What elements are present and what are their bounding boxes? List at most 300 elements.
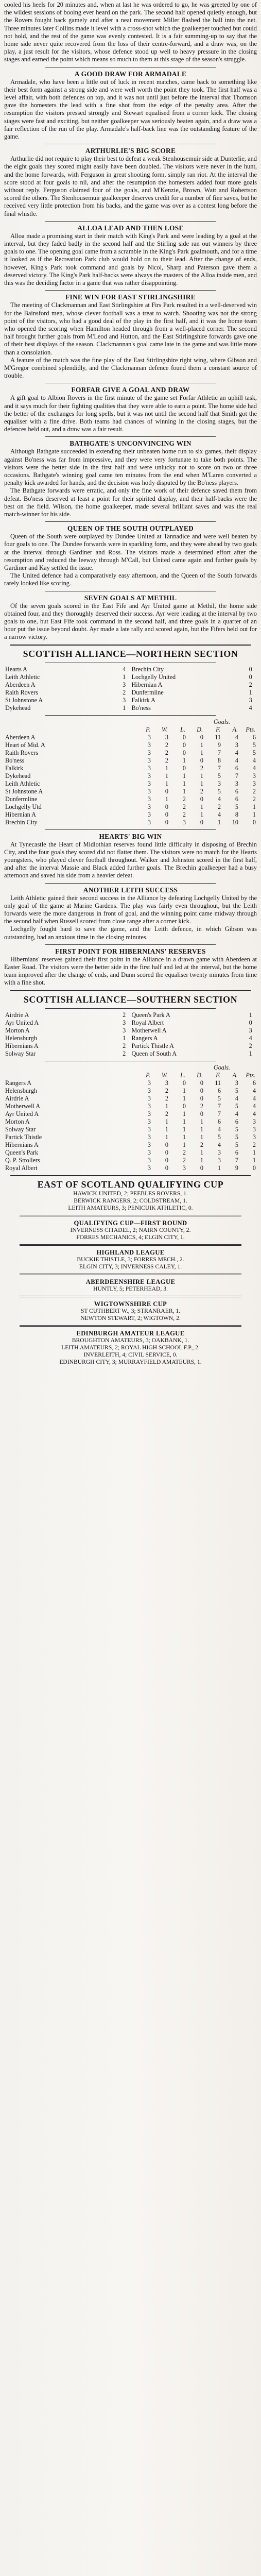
stat-d: 1 [200, 803, 203, 810]
article-paragraph: The Bathgate forwards were erratic, and only the fine work of their defence saved them from defeat. Bo'ness deserved at least a point for their spirited display, and their half-backs were the best on the field. Wilson, the home goalkeeper, made several brilliant saves and was the real match-winner for his side. [4, 487, 257, 518]
stat-ga: 4 [235, 756, 238, 764]
home-score: 1 [123, 704, 126, 711]
stat-pts: 5 [252, 749, 256, 756]
article-headline: ANOTHER LEITH SUCCESS [83, 886, 178, 894]
home-score: 3 [123, 696, 126, 704]
away-team: Partick Thistle A [131, 1042, 174, 1049]
away-score: 0 [249, 665, 252, 673]
stat-l: 2 [182, 803, 186, 810]
away-team: Bo'ness [131, 704, 151, 711]
team-name: Partick Thistle [5, 1133, 42, 1141]
table-row [4, 1110, 257, 1118]
stat-l: 1 [182, 787, 186, 795]
table-row [4, 1164, 257, 1172]
stat-d: 1 [200, 810, 203, 818]
team-name: Falkirk [5, 764, 24, 772]
stat-pts: 0 [252, 818, 256, 826]
stat-gf: 7 [217, 1110, 221, 1117]
stat-gf: 4 [217, 795, 221, 803]
stat-pts: 1 [252, 1156, 256, 1164]
stat-w: 3 [165, 1079, 168, 1087]
article-paragraph: Hibernians' reserves gained their first point in the Alliance in a drawn game with Aberdeen at Easter Road. The visitors were the better side in the first half and led at the interval, but the home team improved after the change of ends, and Dunn scored the equaliser twenty minutes from time with a fine shot. [4, 955, 257, 987]
stat-w: 2 [165, 741, 168, 749]
table-row [4, 1133, 257, 1141]
stat-pts: 4 [252, 764, 256, 772]
goals-label: Goals. [213, 1063, 231, 1071]
section-rule [20, 1325, 241, 1327]
team-name: Raith Rovers [5, 749, 38, 756]
stat-p: 3 [147, 1164, 151, 1172]
stat-w: 1 [165, 772, 168, 779]
article-headline: FIRST POINT FOR HIBERNIANS' RESERVES [55, 947, 206, 955]
away-team: Queen of South A [131, 1049, 177, 1057]
stat-pts: 4 [252, 1102, 256, 1110]
result-row [4, 1050, 257, 1058]
section-headline: SCOTTISH ALLIANCE—SOUTHERN SECTION [23, 994, 238, 1005]
article-headline: QUEEN OF THE SOUTH OUTPLAYED [67, 524, 194, 533]
stat-pts: 2 [252, 787, 256, 795]
stat-l: 0 [182, 741, 186, 749]
stat-d: 0 [200, 756, 203, 764]
stat-ga: 3 [235, 1079, 238, 1087]
stat-d: 2 [200, 764, 203, 772]
away-score: 2 [249, 1042, 252, 1049]
stat-d: 2 [200, 1102, 203, 1110]
stat-p: 3 [147, 787, 151, 795]
stat-p: 3 [147, 1094, 151, 1102]
stat-w: 2 [165, 749, 168, 756]
spacer [152, 1064, 169, 1072]
fixture-result: HAWICK UNITED, 2; PEEBLES ROVERS, 1. [73, 1190, 188, 1197]
stat-pts: 3 [252, 1133, 256, 1141]
section-rule [45, 521, 216, 522]
team-name: Motherwell A [5, 1102, 41, 1110]
stat-w: 0 [165, 1148, 168, 1156]
article-paragraph: Of the seven goals scored in the East Fife and Ayr United game at Methil, the home side obtained four, and they thoroughly deserved their success. Ayr were leading at the interval by two goals to one, but East Fife took command in the second half, and three goals in a quarter of an hour put the issue beyond doubt. Ayr made a late rally and scored again, but the Fifers held out for a narrow victory. [4, 602, 257, 641]
home-team: Raith Rovers [5, 688, 38, 696]
table-row [4, 1079, 257, 1087]
table-row [4, 772, 257, 780]
stat-pts: 4 [252, 1110, 256, 1117]
stat-ga: 5 [235, 1087, 238, 1094]
team-name: Morton A [5, 1117, 30, 1125]
stat-p: 3 [147, 1133, 151, 1141]
col-header-pts: Pts. [246, 725, 255, 733]
team-name: Brechin City [5, 818, 38, 826]
stat-pts: 3 [252, 779, 256, 787]
team-name: Royal Albert [5, 1164, 38, 1172]
stat-d: 1 [200, 1148, 203, 1156]
away-score: 1 [249, 688, 252, 696]
article-headline: A GOOD DRAW FOR ARMADALE [74, 70, 187, 78]
stat-p: 3 [147, 1156, 151, 1164]
away-team: Falkirk A [131, 696, 155, 704]
article-paragraph: Lochgelly fought hard to save the game, and the Leith defence, in which Gibson was outstanding, had an anxious time in the closing minutes. [4, 925, 257, 941]
spacer [239, 1064, 257, 1072]
home-team: Airdrie A [5, 1011, 29, 1019]
stat-l: 2 [182, 810, 186, 818]
team-name: Aberdeen A [5, 733, 36, 741]
stat-ga: 6 [235, 1117, 238, 1125]
fixture-result: INVERNESS CITADEL, 2; NAIRN COUNTY, 2. [70, 1226, 191, 1233]
team-name: St Johnstone A [5, 787, 43, 795]
article-paragraph: Queen of the South were outplayed by Dundee United at Tannadice and were well beaten by four goals to one. The Dundee forwards were in sparkling form, and they were ahead by two goals at the interval through Gardiner and Ross. The visitors made a determined effort after the resumption and reduced the leeway through M'Call, but United came again and further goals by Gardiner and Kay settled the issue. [4, 533, 257, 571]
stat-l: 1 [182, 1125, 186, 1133]
stat-pts: 3 [252, 772, 256, 779]
stat-w: 2 [165, 1094, 168, 1102]
home-score: 3 [123, 1019, 126, 1026]
stat-d: 0 [200, 733, 203, 741]
table-header-row [4, 726, 257, 734]
stat-l: 2 [182, 1148, 186, 1156]
stat-d: 1 [200, 1125, 203, 1133]
stat-ga: 5 [235, 1141, 238, 1148]
article-paragraph: Although Bathgate succeeded in extending their unbeaten home run to six games, their display against Bo'ness was far from impressive, and they were very fortunate to take both points. The visitors were the better side in the first half and were unlucky not to score on two or three occasions. Bathgate's winning goal came ten minutes from the end when M'Laren converted a penalty kick awarded for hands, and the decision was hotly disputed by the Bo'ness players. [4, 448, 257, 487]
home-score: 2 [123, 1049, 126, 1057]
spacer [4, 1064, 134, 1072]
spacer [152, 718, 169, 726]
article-headline: SEVEN GOALS AT METHIL [84, 594, 177, 602]
stat-w: 1 [165, 779, 168, 787]
section-rule [45, 883, 216, 884]
spacer [134, 1064, 152, 1072]
stat-l: 0 [182, 733, 186, 741]
stat-ga: 6 [235, 795, 238, 803]
stat-gf: 3 [217, 779, 221, 787]
section-rule [20, 1274, 241, 1275]
table-row [4, 811, 257, 819]
result-row [4, 689, 257, 697]
stat-l: 0 [182, 749, 186, 756]
stat-l: 3 [182, 818, 186, 826]
stat-d: 1 [200, 779, 203, 787]
fixture-result: HUNTLY, 5; PETERHEAD, 3. [93, 1285, 168, 1292]
stat-ga: 6 [235, 764, 238, 772]
table-row [4, 734, 257, 741]
table-row [4, 819, 257, 826]
home-team: Solway Star [5, 1049, 36, 1057]
stat-p: 3 [147, 1141, 151, 1148]
team-name: Lochgelly Utd [5, 803, 42, 810]
team-name: Queen's Park [5, 1148, 39, 1156]
article-paragraph: The meeting of Clackmannan and East Stirlingshire at Firs Park resulted in a well-deserved win for the Bainsford men, whose clever football was a treat to watch. Shooting was not the strong point of the visitors, who had a good deal of the play in the first half, and it was the home team who opened the scoring when Hamilton headed through from a well-placed corner. The second half brought further goals from M'Leod and Hutton, and the East Stirlingshire forwards gave one of their best displays of the season. Clackmannan's goal came late in the game and was little more than a consolation. [4, 301, 257, 356]
stat-ga: 6 [235, 1148, 238, 1156]
stat-d: 1 [200, 772, 203, 779]
team-name: Hibernians A [5, 1141, 39, 1148]
stat-w: 1 [165, 1117, 168, 1125]
stat-l: 0 [182, 764, 186, 772]
article-paragraph: Alloa made a promising start in their match with King's Park and were leading by a goal at the interval, but they faded badly in the second half and the Stirling side ran out winners by three goals to one. The opening goal came from a scramble in the King's Park goalmouth, and for a time it looked as if the Recreation Park club would hold on to their lead. After the change of ends, however, King's Park took command and goals by Nicol, Sharp and Paterson gave them a deserved victory. The King's Park half-backs were always the masters of the Alloa inside men, and this was the deciding factor in a game that was rather disappointing. [4, 232, 257, 287]
away-team: Hibernian A [131, 681, 163, 688]
result-row [4, 1042, 257, 1050]
stat-pts: 5 [252, 741, 256, 749]
article-paragraph: Leith Athletic gained their second success in the Alliance by defeating Lochgelly United by the only goal of the game at Marine Gardens. The play was fairly even throughout, but the Leith forwards were the more dangerous in front of goal, and the winning point came midway through the second half when Russell scored from close range after a corner kick. [4, 894, 257, 925]
stat-gf: 11 [215, 733, 221, 741]
stat-l: 1 [182, 1094, 186, 1102]
table-row [4, 1095, 257, 1103]
stat-gf: 4 [217, 1141, 221, 1148]
stat-gf: 5 [217, 1094, 221, 1102]
away-score: 1 [249, 1049, 252, 1057]
table-row [4, 1103, 257, 1110]
section-rule [45, 1008, 216, 1009]
result-row [4, 1027, 257, 1035]
away-score: 2 [249, 681, 252, 688]
result-row [4, 673, 257, 681]
stat-ga: 4 [235, 733, 238, 741]
stat-gf: 3 [217, 1148, 221, 1156]
away-score: 4 [249, 704, 252, 711]
home-score: 1 [123, 1034, 126, 1042]
team-name: Heart of Mid. A [5, 741, 45, 749]
table-row [4, 757, 257, 765]
stat-w: 1 [165, 764, 168, 772]
article-paragraph: Armadale, who have been a little out of luck in recent matches, came back to something like their best form against a strong side and were well worth the point they took. The first half was a level affair, with both defences on top, and it was not until just before the interval that Thomson gave the homesters the lead with a fine shot from the edge of the penalty area. After the resumption the visitors pressed strongly and Stewart equalised from a corner kick. The closing stages were fast and exciting, but neither goalkeeper was seriously beaten again, and a draw was a fair reflection of the run of the play. Armadale's half-back line was the outstanding feature of the game. [4, 78, 257, 141]
stat-p: 3 [147, 1079, 151, 1087]
stat-ga: 5 [235, 1133, 238, 1141]
stat-gf: 4 [217, 1125, 221, 1133]
col-header-ga: A. [232, 1071, 238, 1079]
team-name: Rangers A [5, 1079, 32, 1087]
stat-ga: 7 [235, 1156, 238, 1164]
table-row [4, 1149, 257, 1157]
table-row [4, 795, 257, 803]
section-rule [10, 645, 251, 646]
table-row [4, 1157, 257, 1164]
fixture-result: BROUGHTON AMATEURS, 3; OAKBANK, 1. [72, 1336, 189, 1344]
col-header-l: L. [180, 1071, 185, 1079]
home-score: 2 [123, 1011, 126, 1019]
stat-w: 2 [165, 1110, 168, 1117]
col-header-d: D. [197, 1071, 203, 1079]
fixture-result: ELGIN CITY, 3; INVERNESS CALEY, 1. [79, 1263, 182, 1270]
away-team: Queen's Park A [131, 1011, 170, 1019]
result-row [4, 697, 257, 704]
stat-gf: 8 [217, 756, 221, 764]
table-row [4, 749, 257, 757]
spacer [4, 718, 134, 726]
team-name: Bo'ness [5, 756, 25, 764]
competition-name: EDINBURGH AMATEUR LEAGUE [76, 1329, 185, 1337]
stat-w: 1 [165, 795, 168, 803]
stat-pts: 3 [252, 1125, 256, 1133]
competition-name: ABERDEENSHIRE LEAGUE [85, 1278, 176, 1285]
away-score: 0 [249, 1019, 252, 1026]
table-row [4, 765, 257, 772]
stat-ga: 5 [235, 1102, 238, 1110]
goals-label: Goals. [213, 718, 231, 725]
col-header-ga: A. [232, 725, 238, 733]
away-team: Brechin City [131, 665, 164, 673]
article-headline: FORFAR GIVE A GOAL AND DRAW [71, 386, 190, 394]
home-team: Aberdeen A [5, 681, 36, 688]
spacer [239, 718, 257, 726]
col-header-gf: F. [216, 1071, 220, 1079]
col-header-w: W. [161, 1071, 168, 1079]
article-headline: ARTHURLIE'S BIG SCORE [85, 147, 176, 155]
article-headline: HEARTS' BIG WIN [99, 832, 162, 840]
goals-label-row [4, 1064, 257, 1072]
article-headline: BATHGATE'S UNCONVINCING WIN [69, 439, 192, 448]
away-team: Rangers A [131, 1034, 158, 1042]
article-paragraph: A feature of the match was the fine play of the East Stirlingshire right wing, where Gibson and M'Gregor combined splendidly, and the Clackmannan defence found them a constant source of trouble. [4, 356, 257, 380]
away-score: 1 [249, 1011, 252, 1019]
stat-ga: 8 [235, 810, 238, 818]
stat-d: 1 [200, 749, 203, 756]
col-header-p: P. [146, 1071, 150, 1079]
team-name: Q. P. Strollers [5, 1156, 40, 1164]
stat-d: 0 [200, 1094, 203, 1102]
stat-pts: 6 [252, 1079, 256, 1087]
stat-l: 1 [182, 779, 186, 787]
stat-gf: 5 [217, 772, 221, 779]
section-rule [45, 290, 216, 291]
stat-l: 1 [182, 1110, 186, 1117]
spacer [187, 1064, 204, 1072]
table-row [4, 1087, 257, 1095]
stat-pts: 4 [252, 756, 256, 764]
section-rule [20, 1296, 241, 1297]
stat-w: 0 [165, 787, 168, 795]
fixture-result: NEWTON STEWART, 2; WIGTOWN, 2. [80, 1314, 181, 1321]
section-rule [20, 1215, 241, 1216]
table-row [4, 788, 257, 795]
col-header-team [4, 726, 134, 734]
stat-d: 2 [200, 1141, 203, 1148]
home-score: 3 [123, 681, 126, 688]
stat-p: 3 [147, 1125, 151, 1133]
stat-pts: 1 [252, 1148, 256, 1156]
stat-p: 3 [147, 741, 151, 749]
stat-d: 1 [200, 741, 203, 749]
stat-p: 3 [147, 818, 151, 826]
stat-w: 0 [165, 1164, 168, 1172]
team-name: Ayr United A [5, 1110, 39, 1117]
stat-ga: 3 [235, 779, 238, 787]
stat-ga: 4 [235, 749, 238, 756]
stat-pts: 1 [252, 803, 256, 810]
stat-ga: 10 [232, 818, 238, 826]
section-headline: SCOTTISH ALLIANCE—NORTHERN SECTION [23, 648, 238, 659]
team-name: Leith Athletic [5, 779, 40, 787]
col-header-p: P. [146, 725, 150, 733]
stat-p: 3 [147, 803, 151, 810]
stat-w: 1 [165, 1133, 168, 1141]
stat-d: 0 [200, 1087, 203, 1094]
section-rule [45, 436, 216, 437]
stat-ga: 9 [235, 1164, 238, 1172]
stat-ga: 4 [235, 1110, 238, 1117]
stat-ga: 3 [235, 741, 238, 749]
article-headline: FINE WIN FOR EAST STIRLINGSHIRE [65, 293, 196, 301]
stat-p: 3 [147, 756, 151, 764]
section-rule [20, 1244, 241, 1246]
fixture-result: ST CUTHBERT W., 3; STRANRAER, 1. [80, 1307, 181, 1314]
stat-d: 1 [200, 1156, 203, 1164]
stat-gf: 7 [217, 1102, 221, 1110]
stat-pts: 1 [252, 810, 256, 818]
home-team: Hibernians A [5, 1042, 39, 1049]
stat-p: 3 [147, 779, 151, 787]
stat-l: 1 [182, 772, 186, 779]
col-header-w: W. [161, 725, 168, 733]
stat-pts: 6 [252, 733, 256, 741]
stat-l: 1 [182, 756, 186, 764]
stat-pts: 2 [252, 795, 256, 803]
fixtures-block [4, 1190, 257, 1366]
article-paragraph: At Tynecastle the Heart of Midlothian reserves found little difficulty in disposing of Brechin City, and the four goals they scored did not flatter them. The visitors were no match for the Hearts youngsters, who played clever football throughout. Walker and Johnston scored in the first half, and after the interval Massie and Black added further goals. The Brechin goalkeeper had a busy afternoon and saved his side from a heavier defeat. [4, 840, 257, 879]
home-team: Dykehead [5, 704, 31, 711]
away-score: 4 [249, 1034, 252, 1042]
section-rule [45, 829, 216, 830]
fixture-result: BUCKIE THISTLE, 3; FORRES MECH., 2. [77, 1256, 184, 1263]
stat-l: 2 [182, 1156, 186, 1164]
stat-gf: 1 [217, 818, 221, 826]
stat-gf: 1 [217, 1164, 221, 1172]
away-score: 3 [249, 696, 252, 704]
col-header-d: D. [197, 725, 203, 733]
stat-l: 0 [182, 1102, 186, 1110]
stat-gf: 11 [215, 1079, 221, 1087]
fixture-result: LEITH AMATEURS, 2; ROYAL HIGH SCHOOL F.P., 2. [61, 1344, 200, 1351]
stat-w: 0 [165, 803, 168, 810]
col-header-gf: F. [216, 725, 220, 733]
home-team: St Johnstone A [5, 696, 43, 704]
section-rule [10, 1175, 251, 1176]
results-table [4, 1011, 257, 1058]
stat-pts: 4 [252, 1094, 256, 1102]
team-name: Helensburgh [5, 1087, 38, 1094]
home-team: Leith Athletic [5, 673, 40, 681]
stat-w: 2 [165, 756, 168, 764]
stat-l: 1 [182, 1141, 186, 1148]
fixture-result: INVERLEITH, 4; CIVIL SERVICE, 0. [83, 1351, 178, 1358]
table-row [4, 1118, 257, 1126]
section-rule [45, 715, 216, 716]
stat-w: 0 [165, 810, 168, 818]
stat-pts: 0 [252, 1164, 256, 1172]
stat-p: 3 [147, 772, 151, 779]
stat-p: 3 [147, 733, 151, 741]
home-score: 4 [123, 665, 126, 673]
results-table [4, 666, 257, 712]
stat-d: 0 [200, 795, 203, 803]
home-score: 2 [123, 1042, 126, 1049]
stat-d: 1 [200, 1133, 203, 1141]
stat-l: 1 [182, 1133, 186, 1141]
competition-name: QUALIFYING CUP—FIRST ROUND [74, 1219, 187, 1227]
result-row [4, 681, 257, 689]
stat-p: 3 [147, 1102, 151, 1110]
stat-pts: 4 [252, 1087, 256, 1094]
spacer [187, 718, 204, 726]
competition-name: HIGHLAND LEAGUE [96, 1248, 165, 1256]
home-score: 2 [123, 688, 126, 696]
stat-pts: 3 [252, 1117, 256, 1125]
stat-l: 1 [182, 1117, 186, 1125]
stat-l: 1 [182, 1087, 186, 1094]
article-paragraph: The United defence had a comparatively easy afternoon, and the Queen of the South forwards rarely looked like scoring. [4, 572, 257, 587]
col-header-team [4, 1072, 134, 1079]
league-table [4, 718, 257, 826]
article-paragraph: cooled his heels for 20 minutes and, when at last he was ordered to go, he was greeted by one of the wildest sessions of booing ever heard on the park. The second half opened quietly enough, but the Rovers fought back gamely and after a neat movement Miller flashed the ball into the net. Three minutes later Collins made it level with a cross-shot which the goalkeeper touched but could not hold, and the rest of the game was evenly contested. It is a fair summing-up to say that the home side never quite recovered from the loss of their centre-forward, and a draw was, on the play, a just result for the visitors, whose defence stood up well to heavy pressure in the closing stages and earned the point which means so much to them at this stage of the season's struggle. [4, 1, 257, 63]
stat-gf: 2 [217, 803, 221, 810]
stat-d: 1 [200, 1117, 203, 1125]
stat-p: 3 [147, 1148, 151, 1156]
result-row [4, 1035, 257, 1042]
away-team: Motherwell A [131, 1026, 167, 1034]
table-row [4, 1141, 257, 1149]
